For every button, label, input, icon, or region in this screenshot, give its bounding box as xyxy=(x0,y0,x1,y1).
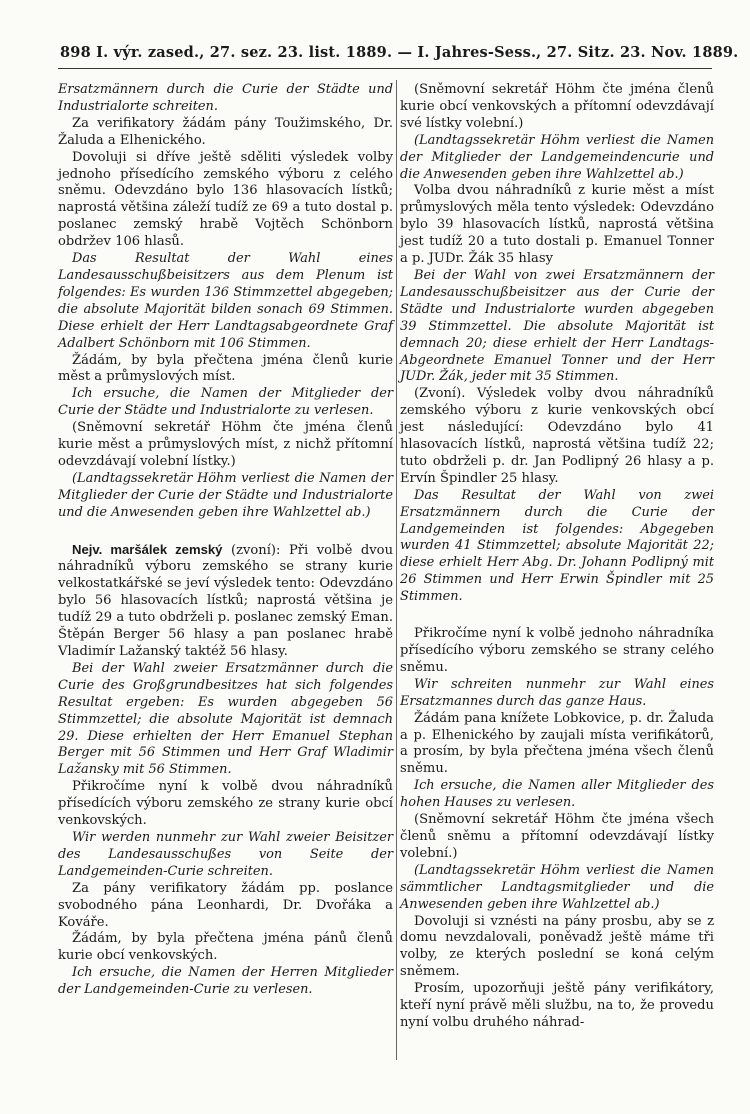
paragraph-text: Volba dvou náhradníků z kurie měst a míst průmyslových měla tento výsledek: Odevzdáno bylo 39 hlasovacích lístků, naprostá většina jest tudíž 20 a tuto dostali p. Emanuel Tonner a p. JUDr. Žák 35 hlasy xyxy=(400,183,714,267)
paragraph xyxy=(58,881,393,932)
paragraph xyxy=(400,981,714,1032)
paragraph-text: Žádám, by byla přečtena jména členů kurie měst a průmyslových míst. xyxy=(58,352,393,385)
paragraph-text: (Landtagssekretär Höhm verliest die Namen sämmtlicher Landtagsmitglieder und die Anwesenden geben ihre Wahlzettel ab.) xyxy=(400,862,714,912)
paragraph-text: Ich ersuche, die Namen aller Mitglieder des hohen Hauses zu verlesen. xyxy=(400,778,714,811)
paragraph xyxy=(400,183,714,268)
paragraph xyxy=(58,965,393,999)
paragraph xyxy=(400,711,714,779)
paragraph-text: Dovoluji si dříve ještě sděliti výsledek volby jednoho přísedícího zemského výboru z celého sněmu. Odevzdáno bylo 136 hlasovacích lístků; naprostá většina záleží tudíž ze 69 a tuto dostal p. poslanec zemský hrabě Vojtěch Schönborn obdržev 106 hlasů. xyxy=(58,149,393,250)
paragraph-text: Za pány verifikatory žádám pp. poslance svobodného pána Leonhardi, Dr. Dvořáka a Kováře. xyxy=(58,880,393,930)
paragraph-text: Prosím, upozorňuji ještě pány verifikátory, kteří nyní právě měli službu, na to, že provedu nyní volbu druhého náhrad- xyxy=(400,981,714,1030)
paragraph xyxy=(58,830,393,881)
paragraph xyxy=(400,133,714,184)
paragraph xyxy=(58,542,393,661)
paragraph-text: Ich ersuche, die Namen der Herren Mitglieder der Landgemeinden-Curie zu verlesen. xyxy=(58,965,393,998)
paragraph-text: (Landtagssekretär Höhm verliest die Namen der Mitglieder der Curie der Städte und Industrialorte und die Anwesenden geben ihre Wahlzettel ab.) xyxy=(58,470,393,520)
paragraph-text: Ich ersuche, die Namen der Mitglieder der Curie der Städte und Industrialorte zu verlesen. xyxy=(58,386,393,419)
column-divider xyxy=(396,80,397,1060)
paragraph-text: (Sněmovní sekretář Höhm čte jména členů kurie obcí venkovských a přítomní odevzdávají své lístky volební.) xyxy=(400,82,714,131)
paragraph xyxy=(58,931,393,965)
paragraph xyxy=(58,353,393,387)
paragraph xyxy=(58,420,393,471)
paragraph-text: Wir werden nunmehr zur Wahl zweier Beisitzer des Landesausschußes von Seite der Landgemeinden-Curie schreiten. xyxy=(58,829,393,879)
paragraph xyxy=(400,386,714,487)
paragraph xyxy=(400,778,714,812)
paragraph xyxy=(58,251,393,352)
paragraph xyxy=(58,116,393,150)
paragraph-text: Ersatzmännern durch die Curie der Städte und Industrialorte schreiten. xyxy=(58,82,393,114)
paragraph xyxy=(400,268,714,386)
paragraph-text: Das Resultat der Wahl von zwei Ersatzmännern durch die Curie der Landgemeinden ist folgendes: Abgegeben wurden 41 Stimmzettel; absolute Majorität 22; diese erhielt Herr Abg. Dr. Johann Podlipný mit 26 Stimmen und Herr Erwin Špindler mit 25 Stimmen. xyxy=(400,487,714,605)
paragraph xyxy=(58,386,393,420)
paragraph-text: (Zvoní). Výsledek volby dvou náhradníků zemského výboru z kurie venkovských obcí jest následující: Odevzdáno bylo 41 hlasovacích lístků, naprostá většina tudíž 22; tuto obdrželi p. dr. Jan Podlipný 26 hlasy a p. Ervín Špindler 25 hlasy. xyxy=(400,386,714,486)
speaker-name: Nejv. maršálek zemský xyxy=(72,541,223,557)
paragraph-text: (Sněmovní sekretář Höhm čte jména členů kurie měst a průmyslových míst, z nichž přítomní odevzdávají volební lístky.) xyxy=(58,420,393,469)
paragraph xyxy=(58,661,393,779)
paragraph-text: Za verifikatory žádám pány Toužimského, Dr. Žaluda a Elhenického. xyxy=(58,115,393,148)
paragraph xyxy=(400,488,714,606)
paragraph-text: Dovoluji si vznésti na pány prosbu, aby se z domu nevzdalovali, poněvadž ještě máme tři volby, ze kterých poslední se koná celým sněmem. xyxy=(400,913,714,980)
left-column xyxy=(58,82,393,999)
paragraph xyxy=(400,82,714,133)
paragraph-text: Bei der Wahl zweier Ersatzmänner durch die Curie des Großgrundbesitzes hat sich folgendes Resultat ergeben: Es wurden abgegeben 56 Stimmzettel; die absolute Majorität ist demnach 29. Diese erhielten der Herr Emanuel Stephan Berger mit 56 Stimmen und Herr Graf Wladimir Lažansky mit 56 Stimmen. xyxy=(58,660,393,778)
paragraph-text: (Sněmovní sekretář Höhm čte jména všech členů sněmu a přítomní odevzdávají lístky volební.) xyxy=(400,812,714,861)
paragraph xyxy=(400,863,714,914)
paragraph xyxy=(58,82,393,116)
paragraph-text: Wir schreiten nunmehr zur Wahl eines Ersatzmannes durch das ganze Haus. xyxy=(400,676,714,709)
paragraph xyxy=(58,471,393,522)
paragraph xyxy=(400,677,714,711)
paragraph-text: Přikročíme nyní k volbě dvou náhradníků přísedících výboru zemského ze strany kurie obcí venkovských. xyxy=(58,779,393,829)
right-column xyxy=(400,82,714,1032)
paragraph-text: Přikročíme nyní k volbě jednoho náhradníka přísedícího výboru zemského se strany celého sněmu. xyxy=(400,626,714,675)
paragraph xyxy=(400,626,714,677)
header-rule xyxy=(58,68,712,69)
paragraph-text: Žádám, by byla přečtena jména pánů členů kurie obcí venkovských. xyxy=(58,931,393,964)
paragraph-text: (zvoní): Při volbě dvou náhradníků výboru zemského se strany kurie velkostatkářské se jeví výsledek tento: Odevzdáno bylo 56 hlasovacích lístků; naprostá většina je tudíž 29 a tuto obdrželi p. poslanec zemský Eman. Štěpán Berger 56 hlasy a pan poslanec hrabě Vladimír Lažanský taktéž 56 hlasy. xyxy=(58,542,393,659)
paragraph-text: Das Resultat der Wahl eines Landesausschußbeisitzers aus dem Plenum ist folgendes: Es wurden 136 Stimmzettel abgegeben; die absolute Majorität bilden sonach 69 Stimmen. Diese erhielt der Herr Landtagsabgeordnete Graf Adalbert Schönborn mit 106 Stimmen. xyxy=(58,251,393,351)
paragraph xyxy=(400,914,714,982)
paragraph-text: (Landtagssekretär Höhm verliest die Namen der Mitglieder der Landgemeindencurie und die Anwesenden geben ihre Wahlzettel ab.) xyxy=(400,132,714,182)
page-header: 898 I. výr. zased., 27. sez. 23. list. 1889. — I. Jahres-Sess., 27. Sitz. 23. Nov. 1889. xyxy=(60,44,739,61)
paragraph-text: Bei der Wahl von zwei Ersatzmännern der Landesausschußbeisitzer aus der Curie der Städte und Industrialorte wurden abgegeben 39 Stimmzettel. Die absolute Majorität ist demnach 20; diese erhielt der Herr Landtags-Abgeordnete Emanuel Tonner und der Herr JUDr. Žák, jeder mit 35 Stimmen. xyxy=(400,267,714,385)
paragraph xyxy=(400,812,714,863)
paragraph xyxy=(58,150,393,251)
paragraph xyxy=(58,779,393,830)
paragraph-text: Žádám pana knížete Lobkovice, p. dr. Žaluda a p. Elhenického by zaujali místa verifikátorů, a prosím, by byla přečtena jména všech členů sněmu. xyxy=(400,710,714,777)
